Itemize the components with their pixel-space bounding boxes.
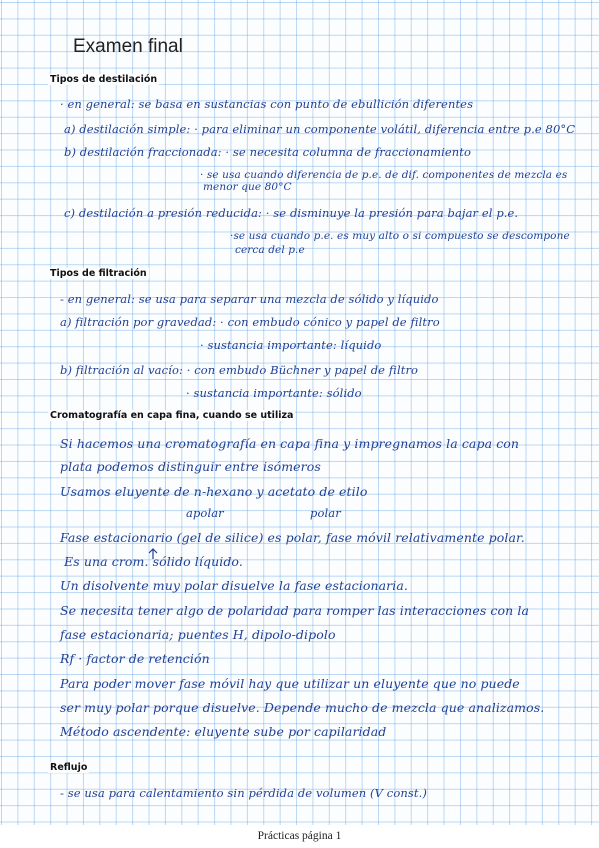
heading-filtracion: Tipos de filtración (50, 268, 147, 279)
handwritten-line: Se necesita tener algo de polaridad para romper las interacciones con la (60, 603, 530, 618)
handwritten-line: Método ascendente: eluyente sube por capilaridad (60, 724, 387, 739)
handwritten-line: Para poder mover fase móvil hay que utilizar un eluyente que no puede (60, 676, 520, 691)
handwritten-line: fase estacionaria; puentes H, dipolo-dipolo (60, 627, 336, 642)
handwritten-line: - en general: se usa para separar una mezcla de sólido y líquido (60, 292, 439, 306)
heading-reflujo: Reflujo (50, 762, 88, 773)
heading-destilacion: Tipos de destilación (50, 74, 158, 85)
handwritten-line: Fase estacionario (gel de silice) es polar, fase móvil relativamente polar. (60, 530, 525, 545)
handwritten-line: Si hacemos una cromatografía en capa fina y impregnamos la capa con (60, 436, 520, 451)
handwritten-line: a) filtración por gravedad: · con embudo cónico y papel de filtro (60, 315, 440, 329)
handwritten-line: a) destilación simple: · para eliminar un componente volátil, diferencia entre p.e 80°C (64, 122, 576, 136)
handwritten-line: Un disolvente muy polar disuelve la fase estacionaria. (60, 578, 408, 593)
handwritten-line: plata podemos distinguir entre isómeros (60, 459, 321, 474)
handwritten-line: · sustancia importante: líquido (200, 338, 382, 352)
handwritten-line: ·se usa cuando p.e. es muy alto o si compuesto se descompone (230, 230, 570, 242)
handwritten-line: Usamos eluyente de n-hexano y acetato de etilo (60, 484, 368, 499)
page-footer: Prácticas página 1 (257, 830, 342, 842)
handwritten-line: · en general: se basa en sustancias con punto de ebullición diferentes (60, 97, 474, 111)
handwritten-line: Rf · factor de retención (60, 651, 210, 666)
handwritten-annotation-polar: polar (310, 506, 341, 520)
handwritten-line: ser muy polar porque disuelve. Depende mucho de mezcla que analizamos. (60, 700, 545, 715)
handwritten-line: Es una crom. sólido líquido. (64, 554, 243, 569)
page-title: Examen final (73, 36, 183, 57)
handwritten-line: b) destilación fraccionada: · se necesita columna de fraccionamiento (64, 145, 472, 159)
handwritten-line: - se usa para calentamiento sin pérdida de volumen (V const.) (60, 786, 427, 800)
heading-cromatografia: Cromatografía en capa fina, cuando se utiliza (50, 410, 294, 421)
handwritten-line: c) destilación a presión reducida: · se disminuye la presión para bajar el p.e. (64, 206, 519, 220)
handwritten-line: · se usa cuando diferencia de p.e. de dif. componentes de mezcla es (200, 169, 568, 181)
handwritten-line: b) filtración al vacío: · con embudo Büchner y papel de filtro (60, 363, 419, 377)
handwritten-annotation-apolar: apolar (186, 506, 224, 520)
handwritten-line: · sustancia importante: sólido (186, 386, 362, 400)
handwritten-line: cerca del p.e (235, 244, 305, 256)
handwritten-line: menor que 80°C (203, 181, 292, 193)
